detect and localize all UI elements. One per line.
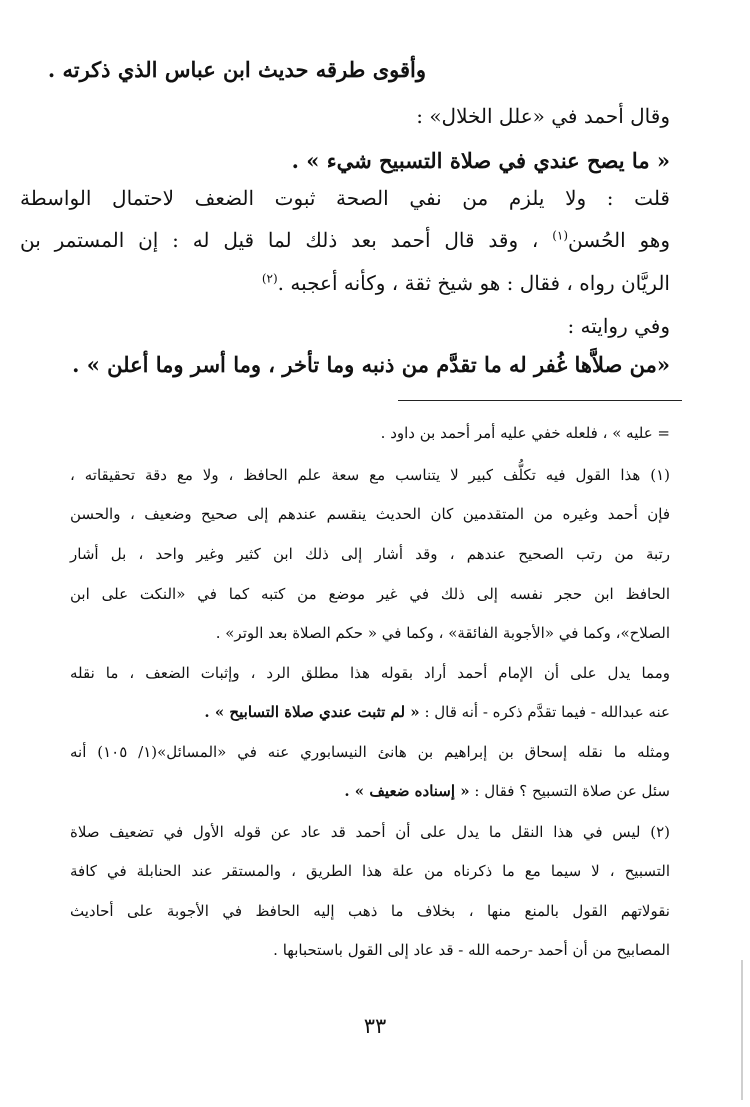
footnote-ref-1: (١) (552, 228, 569, 243)
main-line-1: وأقوى طرقه حديث ابن عباس الذي ذكرته . (47, 57, 426, 82)
footnote-1-line-7 (204, 703, 670, 721)
main-line-6-a: الريَّان رواه ، فقال : هو شيخ ثقة ، وكأنه أعجبه . (277, 271, 670, 295)
main-line-2: وقال أحمد في «علل الخلال» : (416, 104, 670, 128)
footnote-1-line-7-a: عنه عبدالله - فيما تقدَّم ذكره - أنه قال : (419, 703, 670, 721)
footnote-1-line-9 (344, 782, 670, 800)
footnote-2-line-3: نقولاتهم القول بالمنع منها ، بخلاف ما ذهب إليه الحافظ في الأجوبة على أحاديث (70, 902, 670, 920)
footnote-1-line-5: الصلاح»، وكما في «الأجوبة الفائقة» ، وكما في « حكم الصلاة بعد الوتر» . (215, 624, 670, 642)
footnote-2-line-4: المصابيح من أن أحمد -رحمه الله - قد عاد إلى القول باستحبابها . (273, 941, 670, 959)
main-quote-1: « ما يصح عندي في صلاة التسبيح شيء » . (291, 148, 670, 173)
footnote-continuation: = عليه » ، فلعله خفي عليه أمر أحمد بن داود . (380, 424, 670, 442)
footnote-1-line-2: فإن أحمد وغيره من المتقدمين كان الحديث ينقسم عندهم إلى صحيح وضعيف ، والحسن (70, 505, 670, 523)
page-number: ٣٣ (363, 1014, 387, 1038)
main-line-4: قلت : ولا يلزم من نفي الصحة ثبوت الضعف لاحتمال الواسطة (20, 186, 670, 210)
main-line-5-a: وهو الحُسن (568, 228, 670, 252)
footnote-1-line-4: الحافظ ابن حجر نفسه إلى ذلك في غير موضع من كتبه كما في «النكت على ابن (70, 585, 670, 603)
main-line-7: وفي روايته : (567, 314, 670, 338)
footnote-separator (398, 400, 682, 401)
footnote-ref-2: (٢) (261, 271, 278, 286)
main-quote-2: «من صلاَّها غُفر له ما تقدَّم من ذنبه وما تأخر ، وما أسر وما أعلن » . (72, 352, 670, 377)
footnote-1-line-8: ومثله ما نقله إسحاق بن إبراهيم بن هانئ النيسابوري عنه في «المسائل»(١/ ١٠٥) أنه (70, 743, 670, 761)
footnote-2-line-1: (٢) ليس في هذا النقل ما يدل على أن أحمد قد عاد عن قوله الأول في تضعيف صلاة (70, 823, 670, 841)
scan-edge-mark (741, 960, 743, 1100)
footnote-1-line-9-a: سئل عن صلاة التسبيح ؟ فقال : (469, 782, 670, 800)
main-line-6 (262, 271, 670, 295)
footnote-1-line-1: (١) هذا القول فيه تكلُّف كبير لا يتناسب مع سعة علم الحافظ ، ولا مع دقة تحقيقاته ، (70, 466, 670, 484)
footnote-1-line-3: رتبة من رتب الصحيح عندهم ، وقد أشار إلى ذلك ابن كثير وغير واحد ، بل أشار (70, 545, 670, 563)
footnote-2-line-2: التسبيح ، لا سيما مع ما ذكرناه من علة هذا الطريق ، والمستقر عند الحنابلة في كافة (70, 862, 670, 880)
main-line-5-b: ، وقد قال أحمد بعد ذلك لما قيل له : إن المستمر بن (20, 228, 553, 252)
footnote-1-quote-1: « لم تثبت عندي صلاة التسابيح » . (204, 703, 420, 721)
main-line-5 (20, 228, 670, 252)
footnote-1-quote-2: « إسناده ضعيف » . (344, 782, 470, 800)
footnote-1-line-6: ومما يدل على أن الإمام أحمد أراد بقوله هذا مطلق الرد ، وإثبات الضعف ، ما نقله (70, 664, 670, 682)
